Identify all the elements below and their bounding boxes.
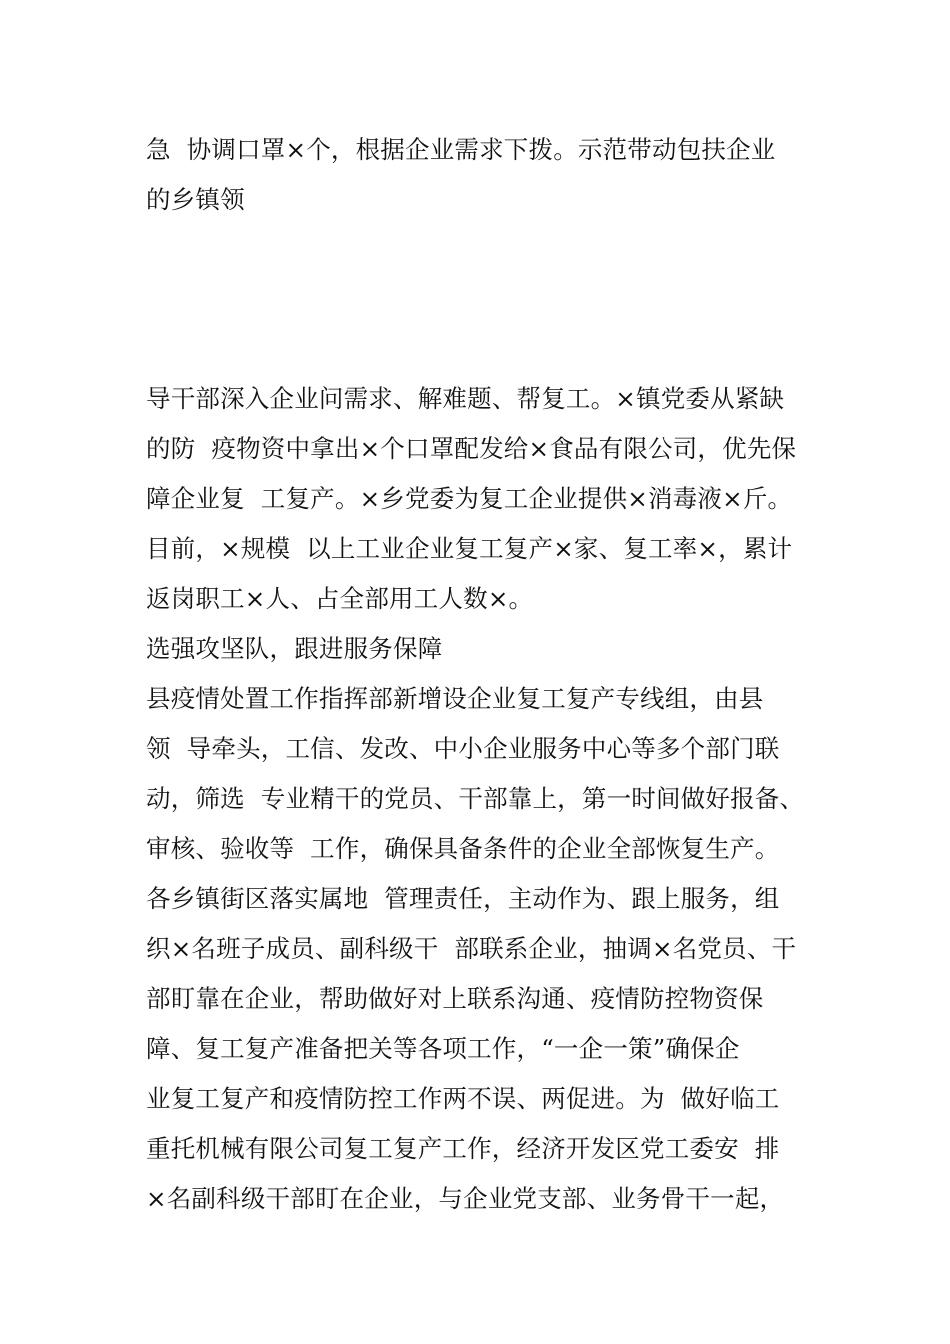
text-line: 领 导牵头，工信、发改、中小企业服务中心等多个部门联 xyxy=(146,734,780,763)
text-line: 障、复工复产准备把关等各项工作，“一企一策”确保企 xyxy=(146,1034,740,1063)
text-line: 织×名班子成员、副科级干 部联系企业，抽调×名党员、干 xyxy=(146,934,797,963)
text-line: ×名副科级干部盯在企业，与企业党支部、业务骨干一起， xyxy=(146,1184,785,1213)
text-line: 各乡镇街区落实属地 管理责任，主动作为、跟上服务，组 xyxy=(146,884,780,913)
text-line: 目前，×规模 以上工业企业复工复产×家、复工率×，累计 xyxy=(146,534,793,563)
text-line: 的防 疫物资中拿出×个口罩配发给×食品有限公司，优先保 xyxy=(146,434,797,463)
text-line: 急 协调口罩×个，根据企业需求下拨。示范带动包扶企业 xyxy=(146,135,776,164)
text-line: 动，筛选 专业精干的党员、干部靠上，第一时间做好报备、 xyxy=(146,784,805,813)
text-line: 部盯靠在企业，帮助做好对上联系沟通、疫情防控物资保 xyxy=(146,984,764,1013)
text-line: 障企业复 工复产。×乡党委为复工企业提供×消毒液×斤。 xyxy=(146,484,793,513)
text-line: 导干部深入企业问需求、解难题、帮复工。×镇党委从紧缺 xyxy=(146,384,785,413)
text-line: 县疫情处置工作指挥部新增设企业复工复产专线组，由县 xyxy=(146,684,764,713)
text-line: 重托机械有限公司复工复产工作，经济开发区党工委安 排 xyxy=(146,1134,780,1163)
text-line: 返岗职工×人、占全部用工人数×。 xyxy=(146,584,534,613)
text-line: 审核、验收等 工作，确保具备条件的企业全部恢复生产。 xyxy=(146,834,780,863)
section-heading: 选强攻坚队，跟进服务保障 xyxy=(146,634,443,663)
text-line: 的乡镇领 xyxy=(146,185,245,214)
text-line: 业复工复产和疫情防控工作两不误、两促进。为 做好临工 xyxy=(146,1084,780,1113)
